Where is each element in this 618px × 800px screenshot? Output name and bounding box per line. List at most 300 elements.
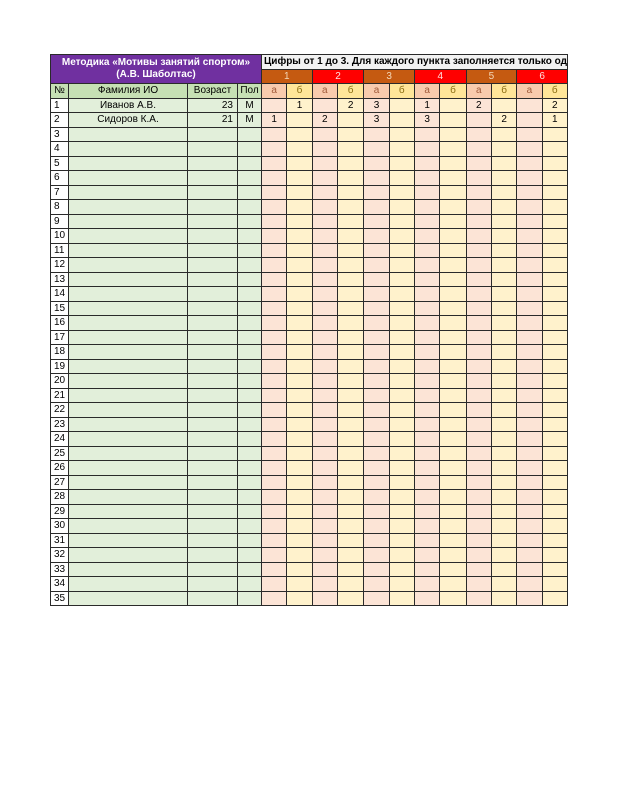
- answer-cell[interactable]: [542, 374, 567, 389]
- answer-cell[interactable]: [389, 591, 414, 606]
- answer-cell[interactable]: [287, 127, 312, 142]
- answer-cell[interactable]: [312, 243, 337, 258]
- answer-cell[interactable]: [466, 475, 491, 490]
- answer-cell[interactable]: [364, 403, 389, 418]
- answer-cell[interactable]: [287, 388, 312, 403]
- answer-cell[interactable]: [440, 446, 466, 461]
- answer-cell[interactable]: [491, 490, 516, 505]
- answer-cell[interactable]: 3: [364, 113, 389, 128]
- answer-cell[interactable]: [337, 127, 363, 142]
- answer-cell[interactable]: [364, 229, 389, 244]
- answer-cell[interactable]: [517, 359, 542, 374]
- sex-cell[interactable]: [238, 475, 262, 490]
- name-cell[interactable]: [69, 388, 188, 403]
- answer-cell[interactable]: [542, 258, 567, 273]
- answer-cell[interactable]: [262, 519, 287, 534]
- answer-cell[interactable]: [466, 156, 491, 171]
- answer-cell[interactable]: [389, 200, 414, 215]
- answer-cell[interactable]: [491, 330, 516, 345]
- answer-cell[interactable]: [414, 359, 439, 374]
- answer-cell[interactable]: [389, 330, 414, 345]
- answer-cell[interactable]: [491, 548, 516, 563]
- answer-cell[interactable]: [517, 214, 542, 229]
- name-cell[interactable]: [69, 243, 188, 258]
- answer-cell[interactable]: [337, 562, 363, 577]
- sex-cell[interactable]: [238, 577, 262, 592]
- answer-cell[interactable]: [542, 548, 567, 563]
- answer-cell[interactable]: [337, 417, 363, 432]
- sex-cell[interactable]: [238, 562, 262, 577]
- answer-cell[interactable]: [262, 417, 287, 432]
- answer-cell[interactable]: [491, 345, 516, 360]
- answer-cell[interactable]: [414, 345, 439, 360]
- answer-cell[interactable]: [542, 490, 567, 505]
- answer-cell[interactable]: [287, 475, 312, 490]
- answer-cell[interactable]: [414, 287, 439, 302]
- answer-cell[interactable]: [287, 403, 312, 418]
- answer-cell[interactable]: [364, 345, 389, 360]
- answer-cell[interactable]: [440, 388, 466, 403]
- answer-cell[interactable]: [542, 359, 567, 374]
- answer-cell[interactable]: [517, 98, 542, 113]
- answer-cell[interactable]: [466, 432, 491, 447]
- answer-cell[interactable]: [414, 200, 439, 215]
- answer-cell[interactable]: [337, 432, 363, 447]
- answer-cell[interactable]: [517, 243, 542, 258]
- answer-cell[interactable]: [337, 272, 363, 287]
- answer-cell[interactable]: [312, 388, 337, 403]
- age-cell[interactable]: [188, 490, 238, 505]
- answer-cell[interactable]: [414, 258, 439, 273]
- age-cell[interactable]: [188, 127, 238, 142]
- answer-cell[interactable]: [491, 475, 516, 490]
- answer-cell[interactable]: [466, 461, 491, 476]
- answer-cell[interactable]: 2: [542, 98, 567, 113]
- answer-cell[interactable]: [542, 272, 567, 287]
- answer-cell[interactable]: [414, 548, 439, 563]
- answer-cell[interactable]: [517, 475, 542, 490]
- name-cell[interactable]: [69, 142, 188, 157]
- answer-cell[interactable]: [337, 475, 363, 490]
- age-cell[interactable]: [188, 316, 238, 331]
- answer-cell[interactable]: [389, 533, 414, 548]
- answer-cell[interactable]: [389, 113, 414, 128]
- answer-cell[interactable]: [262, 374, 287, 389]
- answer-cell[interactable]: [312, 403, 337, 418]
- answer-cell[interactable]: [517, 200, 542, 215]
- answer-cell[interactable]: 2: [466, 98, 491, 113]
- sex-cell[interactable]: [238, 258, 262, 273]
- answer-cell[interactable]: [312, 185, 337, 200]
- answer-cell[interactable]: [389, 243, 414, 258]
- answer-cell[interactable]: [466, 243, 491, 258]
- answer-cell[interactable]: [337, 533, 363, 548]
- answer-cell[interactable]: [364, 591, 389, 606]
- answer-cell[interactable]: [466, 591, 491, 606]
- answer-cell[interactable]: [287, 287, 312, 302]
- answer-cell[interactable]: [542, 519, 567, 534]
- answer-cell[interactable]: [517, 417, 542, 432]
- answer-cell[interactable]: [262, 345, 287, 360]
- answer-cell[interactable]: [440, 562, 466, 577]
- answer-cell[interactable]: [262, 490, 287, 505]
- answer-cell[interactable]: [440, 432, 466, 447]
- answer-cell[interactable]: [337, 403, 363, 418]
- answer-cell[interactable]: [312, 562, 337, 577]
- answer-cell[interactable]: [287, 359, 312, 374]
- age-cell[interactable]: [188, 461, 238, 476]
- answer-cell[interactable]: [337, 287, 363, 302]
- answer-cell[interactable]: [312, 200, 337, 215]
- answer-cell[interactable]: [262, 446, 287, 461]
- answer-cell[interactable]: [312, 490, 337, 505]
- answer-cell[interactable]: [287, 461, 312, 476]
- answer-cell[interactable]: [389, 562, 414, 577]
- age-cell[interactable]: [188, 156, 238, 171]
- answer-cell[interactable]: [364, 171, 389, 186]
- answer-cell[interactable]: [389, 185, 414, 200]
- sex-cell[interactable]: [238, 345, 262, 360]
- answer-cell[interactable]: [287, 548, 312, 563]
- answer-cell[interactable]: [440, 156, 466, 171]
- answer-cell[interactable]: [364, 446, 389, 461]
- answer-cell[interactable]: [287, 577, 312, 592]
- answer-cell[interactable]: [440, 359, 466, 374]
- answer-cell[interactable]: [262, 591, 287, 606]
- name-cell[interactable]: [69, 577, 188, 592]
- answer-cell[interactable]: [491, 156, 516, 171]
- age-cell[interactable]: [188, 345, 238, 360]
- answer-cell[interactable]: [337, 388, 363, 403]
- age-cell[interactable]: [188, 243, 238, 258]
- name-cell[interactable]: [69, 446, 188, 461]
- answer-cell[interactable]: [466, 113, 491, 128]
- answer-cell[interactable]: 2: [491, 113, 516, 128]
- answer-cell[interactable]: [337, 301, 363, 316]
- answer-cell[interactable]: [440, 142, 466, 157]
- answer-cell[interactable]: [542, 432, 567, 447]
- answer-cell[interactable]: [517, 272, 542, 287]
- answer-cell[interactable]: [389, 417, 414, 432]
- answer-cell[interactable]: [517, 432, 542, 447]
- answer-cell[interactable]: [414, 533, 439, 548]
- answer-cell[interactable]: [491, 504, 516, 519]
- age-cell[interactable]: [188, 577, 238, 592]
- answer-cell[interactable]: [337, 258, 363, 273]
- answer-cell[interactable]: [517, 287, 542, 302]
- answer-cell[interactable]: [517, 388, 542, 403]
- name-cell[interactable]: [69, 229, 188, 244]
- answer-cell[interactable]: [364, 562, 389, 577]
- name-cell[interactable]: [69, 330, 188, 345]
- answer-cell[interactable]: [364, 533, 389, 548]
- answer-cell[interactable]: [542, 243, 567, 258]
- sex-cell[interactable]: [238, 490, 262, 505]
- answer-cell[interactable]: [287, 591, 312, 606]
- answer-cell[interactable]: [491, 461, 516, 476]
- answer-cell[interactable]: [337, 548, 363, 563]
- answer-cell[interactable]: [414, 446, 439, 461]
- answer-cell[interactable]: [337, 316, 363, 331]
- answer-cell[interactable]: [517, 171, 542, 186]
- answer-cell[interactable]: [312, 432, 337, 447]
- age-cell[interactable]: [188, 446, 238, 461]
- answer-cell[interactable]: [364, 475, 389, 490]
- answer-cell[interactable]: [262, 301, 287, 316]
- answer-cell[interactable]: [542, 591, 567, 606]
- answer-cell[interactable]: [517, 490, 542, 505]
- answer-cell[interactable]: [542, 475, 567, 490]
- answer-cell[interactable]: [491, 243, 516, 258]
- answer-cell[interactable]: [466, 533, 491, 548]
- answer-cell[interactable]: [389, 432, 414, 447]
- answer-cell[interactable]: [491, 214, 516, 229]
- answer-cell[interactable]: [414, 475, 439, 490]
- age-cell[interactable]: [188, 388, 238, 403]
- answer-cell[interactable]: [389, 287, 414, 302]
- answer-cell[interactable]: [337, 185, 363, 200]
- sex-cell[interactable]: [238, 591, 262, 606]
- age-cell[interactable]: [188, 562, 238, 577]
- answer-cell[interactable]: [389, 127, 414, 142]
- answer-cell[interactable]: [364, 185, 389, 200]
- answer-cell[interactable]: [364, 504, 389, 519]
- answer-cell[interactable]: [542, 214, 567, 229]
- answer-cell[interactable]: [389, 229, 414, 244]
- answer-cell[interactable]: [466, 519, 491, 534]
- answer-cell[interactable]: [491, 301, 516, 316]
- answer-cell[interactable]: [262, 562, 287, 577]
- answer-cell[interactable]: [312, 504, 337, 519]
- sex-cell[interactable]: [238, 519, 262, 534]
- answer-cell[interactable]: [364, 316, 389, 331]
- answer-cell[interactable]: [466, 185, 491, 200]
- answer-cell[interactable]: [466, 316, 491, 331]
- answer-cell[interactable]: [262, 127, 287, 142]
- answer-cell[interactable]: [262, 214, 287, 229]
- age-cell[interactable]: [188, 214, 238, 229]
- answer-cell[interactable]: [414, 562, 439, 577]
- answer-cell[interactable]: [312, 359, 337, 374]
- answer-cell[interactable]: [414, 185, 439, 200]
- answer-cell[interactable]: [389, 214, 414, 229]
- answer-cell[interactable]: [389, 504, 414, 519]
- answer-cell[interactable]: [414, 388, 439, 403]
- answer-cell[interactable]: [517, 156, 542, 171]
- answer-cell[interactable]: [440, 475, 466, 490]
- answer-cell[interactable]: [517, 533, 542, 548]
- answer-cell[interactable]: [287, 229, 312, 244]
- answer-cell[interactable]: [262, 156, 287, 171]
- answer-cell[interactable]: [414, 272, 439, 287]
- answer-cell[interactable]: [440, 287, 466, 302]
- sex-cell[interactable]: [238, 446, 262, 461]
- answer-cell[interactable]: [364, 417, 389, 432]
- sex-cell[interactable]: [238, 374, 262, 389]
- sex-cell[interactable]: [238, 403, 262, 418]
- answer-cell[interactable]: [262, 359, 287, 374]
- answer-cell[interactable]: [337, 374, 363, 389]
- answer-cell[interactable]: [389, 461, 414, 476]
- answer-cell[interactable]: [312, 229, 337, 244]
- age-cell[interactable]: [188, 185, 238, 200]
- answer-cell[interactable]: [440, 504, 466, 519]
- answer-cell[interactable]: [389, 301, 414, 316]
- age-cell[interactable]: [188, 519, 238, 534]
- answer-cell[interactable]: [414, 330, 439, 345]
- answer-cell[interactable]: [542, 577, 567, 592]
- sex-cell[interactable]: [238, 301, 262, 316]
- answer-cell[interactable]: [312, 171, 337, 186]
- answer-cell[interactable]: [389, 345, 414, 360]
- sex-cell[interactable]: [238, 388, 262, 403]
- answer-cell[interactable]: [262, 388, 287, 403]
- answer-cell[interactable]: [542, 185, 567, 200]
- answer-cell[interactable]: [542, 142, 567, 157]
- name-cell[interactable]: [69, 156, 188, 171]
- answer-cell[interactable]: [287, 113, 312, 128]
- answer-cell[interactable]: [440, 374, 466, 389]
- answer-cell[interactable]: [440, 519, 466, 534]
- answer-cell[interactable]: [466, 388, 491, 403]
- answer-cell[interactable]: [262, 533, 287, 548]
- answer-cell[interactable]: [337, 577, 363, 592]
- answer-cell[interactable]: [542, 533, 567, 548]
- age-cell[interactable]: [188, 272, 238, 287]
- answer-cell[interactable]: [542, 446, 567, 461]
- answer-cell[interactable]: [262, 475, 287, 490]
- answer-cell[interactable]: [440, 243, 466, 258]
- answer-cell[interactable]: [491, 577, 516, 592]
- answer-cell[interactable]: [414, 591, 439, 606]
- answer-cell[interactable]: [440, 461, 466, 476]
- answer-cell[interactable]: [287, 156, 312, 171]
- answer-cell[interactable]: [491, 388, 516, 403]
- answer-cell[interactable]: [542, 171, 567, 186]
- answer-cell[interactable]: [414, 490, 439, 505]
- answer-cell[interactable]: [517, 562, 542, 577]
- answer-cell[interactable]: [287, 490, 312, 505]
- answer-cell[interactable]: [312, 316, 337, 331]
- answer-cell[interactable]: [517, 330, 542, 345]
- answer-cell[interactable]: [466, 142, 491, 157]
- answer-cell[interactable]: [517, 374, 542, 389]
- answer-cell[interactable]: [262, 330, 287, 345]
- answer-cell[interactable]: [466, 345, 491, 360]
- answer-cell[interactable]: [466, 330, 491, 345]
- answer-cell[interactable]: [440, 258, 466, 273]
- answer-cell[interactable]: [262, 142, 287, 157]
- answer-cell[interactable]: [414, 229, 439, 244]
- answer-cell[interactable]: [517, 403, 542, 418]
- answer-cell[interactable]: [262, 577, 287, 592]
- answer-cell[interactable]: [414, 243, 439, 258]
- answer-cell[interactable]: [491, 316, 516, 331]
- name-cell[interactable]: [69, 504, 188, 519]
- answer-cell[interactable]: [262, 200, 287, 215]
- name-cell[interactable]: [69, 287, 188, 302]
- answer-cell[interactable]: [542, 345, 567, 360]
- answer-cell[interactable]: [491, 533, 516, 548]
- answer-cell[interactable]: 1: [542, 113, 567, 128]
- answer-cell[interactable]: [389, 359, 414, 374]
- answer-cell[interactable]: 1: [414, 98, 439, 113]
- answer-cell[interactable]: [364, 156, 389, 171]
- answer-cell[interactable]: [440, 229, 466, 244]
- answer-cell[interactable]: [389, 374, 414, 389]
- answer-cell[interactable]: [287, 258, 312, 273]
- answer-cell[interactable]: [491, 359, 516, 374]
- answer-cell[interactable]: [287, 316, 312, 331]
- answer-cell[interactable]: [440, 127, 466, 142]
- name-cell[interactable]: [69, 272, 188, 287]
- answer-cell[interactable]: [262, 229, 287, 244]
- sex-cell[interactable]: М: [238, 98, 262, 113]
- answer-cell[interactable]: [262, 461, 287, 476]
- answer-cell[interactable]: [389, 142, 414, 157]
- answer-cell[interactable]: [364, 548, 389, 563]
- answer-cell[interactable]: [287, 200, 312, 215]
- answer-cell[interactable]: [389, 446, 414, 461]
- answer-cell[interactable]: [364, 258, 389, 273]
- sex-cell[interactable]: [238, 185, 262, 200]
- answer-cell[interactable]: [389, 388, 414, 403]
- answer-cell[interactable]: [312, 330, 337, 345]
- answer-cell[interactable]: [364, 301, 389, 316]
- name-cell[interactable]: [69, 301, 188, 316]
- age-cell[interactable]: [188, 475, 238, 490]
- answer-cell[interactable]: [312, 533, 337, 548]
- answer-cell[interactable]: [542, 504, 567, 519]
- name-cell[interactable]: [69, 519, 188, 534]
- answer-cell[interactable]: [440, 591, 466, 606]
- age-cell[interactable]: [188, 403, 238, 418]
- answer-cell[interactable]: [517, 127, 542, 142]
- answer-cell[interactable]: [262, 432, 287, 447]
- sex-cell[interactable]: [238, 432, 262, 447]
- answer-cell[interactable]: [364, 214, 389, 229]
- answer-cell[interactable]: [491, 432, 516, 447]
- answer-cell[interactable]: [517, 142, 542, 157]
- sex-cell[interactable]: М: [238, 113, 262, 128]
- answer-cell[interactable]: [542, 330, 567, 345]
- answer-cell[interactable]: [491, 229, 516, 244]
- answer-cell[interactable]: [466, 548, 491, 563]
- answer-cell[interactable]: [542, 388, 567, 403]
- answer-cell[interactable]: [491, 127, 516, 142]
- answer-cell[interactable]: [414, 127, 439, 142]
- answer-cell[interactable]: [542, 127, 567, 142]
- answer-cell[interactable]: [389, 490, 414, 505]
- answer-cell[interactable]: [389, 519, 414, 534]
- answer-cell[interactable]: [312, 127, 337, 142]
- answer-cell[interactable]: [414, 461, 439, 476]
- answer-cell[interactable]: [491, 417, 516, 432]
- answer-cell[interactable]: [466, 374, 491, 389]
- answer-cell[interactable]: [440, 417, 466, 432]
- answer-cell[interactable]: [466, 214, 491, 229]
- sex-cell[interactable]: [238, 200, 262, 215]
- age-cell[interactable]: [188, 533, 238, 548]
- answer-cell[interactable]: 1: [262, 113, 287, 128]
- answer-cell[interactable]: 1: [287, 98, 312, 113]
- age-cell[interactable]: [188, 330, 238, 345]
- answer-cell[interactable]: [364, 272, 389, 287]
- answer-cell[interactable]: [491, 272, 516, 287]
- answer-cell[interactable]: [389, 475, 414, 490]
- answer-cell[interactable]: [337, 200, 363, 215]
- name-cell[interactable]: [69, 475, 188, 490]
